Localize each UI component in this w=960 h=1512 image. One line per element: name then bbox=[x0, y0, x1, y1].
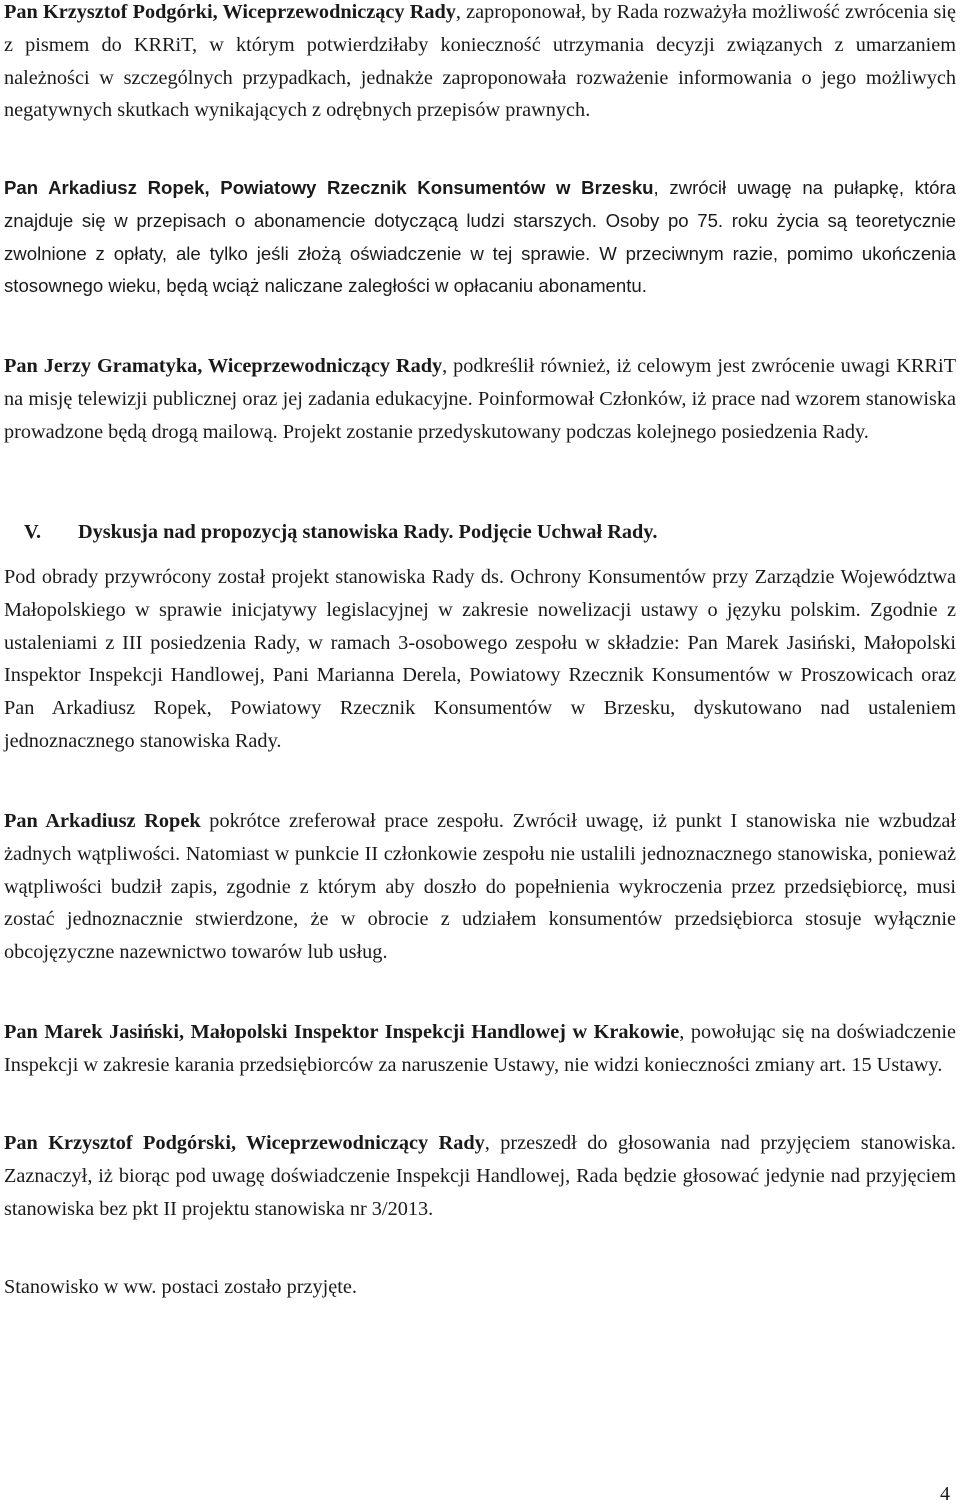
paragraph-podgorski-vote bbox=[4, 1127, 956, 1225]
paragraph-text: , przeszedł do głosowania nad przyjęciem stanowiska. Zaznaczył, iż biorąc pod uwagę doświadczenie Inspekcji Handlowej, Rada będzie głosować jedynie nad przyjęciem stanowiska bez pkt II projektu stanowiska nr 3/2013. bbox=[4, 1132, 956, 1220]
paragraph-text: , powołując się na doświadczenie Inspekcji w zakresie karania przedsiębiorców za naruszenie Ustawy, nie widzi konieczności zmiany art. 15 Ustawy. bbox=[4, 1021, 956, 1076]
speaker-name: Pan Krzysztof Podgórski, Wiceprzewodniczący Rady bbox=[4, 1132, 485, 1154]
section-heading bbox=[4, 516, 956, 549]
page-number: 4 bbox=[940, 1483, 950, 1505]
speaker-name: Pan Jerzy Gramatyka, Wiceprzewodniczący Rady bbox=[4, 355, 443, 377]
speaker-name: Pan Krzysztof Podgórki, Wiceprzewodniczący Rady bbox=[4, 1, 456, 23]
paragraph-text: , podkreślił również, iż celowym jest zwrócenie uwagi KRRiT na misję telewizji publicznej oraz jej zadania edukacyjne. Poinformował Członków, iż prace nad wzorem stanowiska prowadzone będą drogą mailową. Projekt zostanie przedyskutowany podczas kolejnego posiedzenia Rady. bbox=[4, 355, 956, 443]
paragraph-gramatyka bbox=[4, 350, 956, 448]
speaker-name: Pan Marek Jasiński, Małopolski Inspektor Inspekcji Handlowej w Krakowie bbox=[4, 1021, 680, 1043]
paragraph-text: pokrótce zreferował prace zespołu. Zwrócił uwagę, iż punkt I stanowiska nie wzbudzał żadnych wątpliwości. Natomiast w punkcie II członkowie zespołu nie ustalili jednoznacznego stanowiska, ponieważ wątpliwości budził zapis, zgodnie z którym aby doszło do popełnienia wykroczenia przez przedsiębiorcę, musi zostać jednoznacznie stwierdzone, że w obrocie z udziałem konsumentów przedsiębiorca stosuje wyłącznie obcojęzyczne nazewnictwo towarów lub usług. bbox=[4, 810, 956, 964]
paragraph-position-project bbox=[4, 561, 956, 758]
paragraph-text: , zwrócił uwagę na pułapkę, która znajduje się w przepisach o abonamencie dotyczącą ludzi starszych. Osoby po 75. roku życia są teoretycznie zwolnione z opłaty, ale tylko jeśli złożą oświadczenie w tej sprawie. W przeciwnym razie, pomimo ukończenia stosownego wieku, będą wciąż naliczane zaległości w opłacaniu abonamentu. bbox=[4, 177, 956, 297]
paragraph-ropek-subscription bbox=[4, 172, 956, 303]
paragraph-text: Pod obrady przywrócony został projekt stanowiska Rady ds. Ochrony Konsumentów przy Zarządzie Województwa Małopolskiego w sprawie inicjatywy legislacyjnej w zakresie nowelizacji ustawy o języku polskim. Zgodnie z ustaleniami z III posiedzenia Rady, w ramach 3-osobowego zespołu w składzie: Pan Marek Jasiński, Małopolski Inspektor Inspekcji Handlowej, Pani Marianna Derela, Powiatowy Rzecznik Konsumentów w Proszowicach oraz Pan Arkadiusz Ropek, Powiatowy Rzecznik Konsumentów w Brzesku, dyskutowano nad ustaleniem jednoznacznego stanowiska Rady. bbox=[4, 566, 956, 752]
paragraph-podgorski-proposal bbox=[4, 0, 956, 127]
section-title: Dyskusja nad propozycją stanowiska Rady. Podjęcie Uchwał Rady. bbox=[78, 521, 658, 543]
paragraph-text: Stanowisko w ww. postaci zostało przyjęte. bbox=[4, 1276, 357, 1298]
paragraph-ropek-report bbox=[4, 805, 956, 969]
paragraph-jasinski bbox=[4, 1016, 956, 1082]
section-number: V. bbox=[24, 521, 42, 543]
paragraph-adopted bbox=[4, 1271, 956, 1304]
speaker-name: Pan Arkadiusz Ropek, Powiatowy Rzecznik Konsumentów w Brzesku bbox=[4, 177, 654, 198]
paragraph-text: , zaproponował, by Rada rozważyła możliwość zwrócenia się z pismem do KRRiT, w którym potwierdziłaby konieczność utrzymania decyzji związanych z umarzaniem należności w szczególnych przypadkach, jednakże zaproponowała rozważenie informowania o jego możliwych negatywnych skutkach wynikających z odrębnych przepisów prawnych. bbox=[4, 1, 956, 122]
speaker-name: Pan Arkadiusz Ropek bbox=[4, 810, 201, 832]
